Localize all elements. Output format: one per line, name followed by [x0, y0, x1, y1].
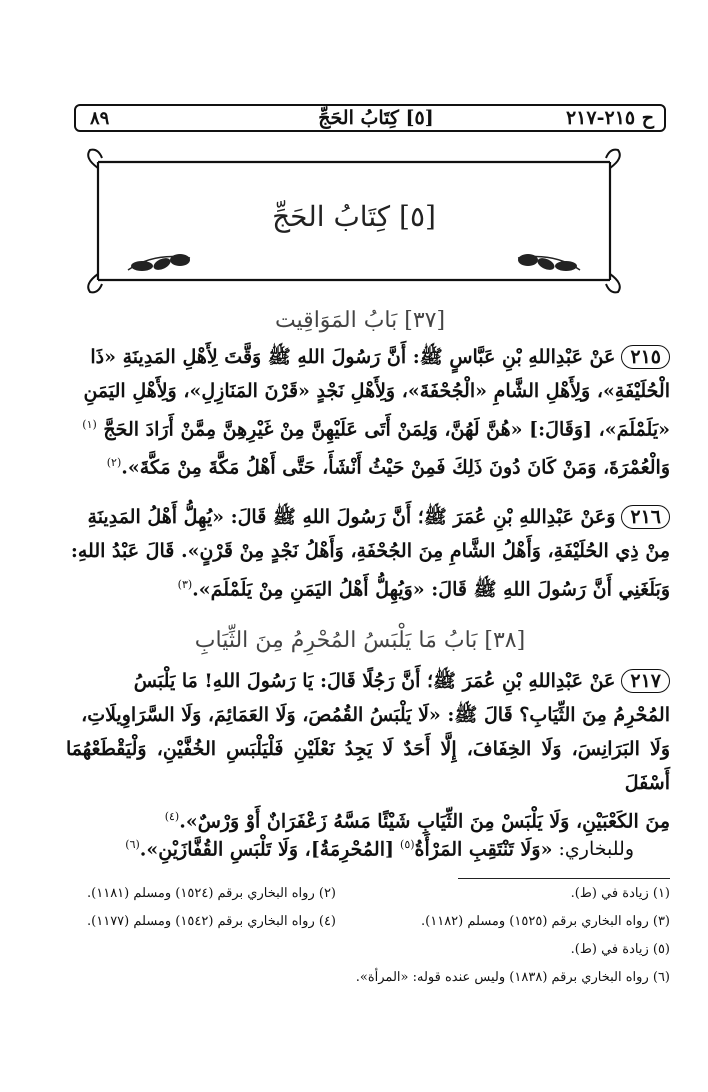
page-number: ٨٩	[90, 108, 110, 129]
hadith-line: وَالْعُمْرَةَ، وَمَنْ كَانَ دُونَ ذَلِكَ فَمِنْ حَيْثُ أَنْشَأَ، حَتَّى أَهْلُ مَكَّةَ مِنْ مَكَّةَ».$^{(٢)}$	[106, 456, 670, 479]
hadith-line: وَبَلَغَنِي أَنَّ رَسُولَ اللهِ ﷺ قَالَ: «وَيُهِلُّ أَهْلُ اليَمَنِ مِنْ يَلَمْلَمَ».$^{(٣)}$	[177, 578, 670, 601]
footnote-ref: (٢)	[106, 456, 122, 470]
hadith-line: ٢١٧عَنْ عَبْدِاللهِ بْنِ عُمَرَ ﷺ؛ أَنَّ رَجُلًا قَالَ: يَا رَسُولَ اللهِ! مَا يَلْبَسُ	[66, 664, 670, 698]
section-heading: [٣٧] بَابُ المَوَاقِيت	[274, 308, 446, 333]
footnote-ref: (٣)	[177, 578, 193, 591]
footnote-ref: (٦)	[125, 838, 140, 851]
section-heading: [٣٨] بَابُ مَا يَلْبَسُ المُحْرِمُ مِنَ الثِّيَابِ	[194, 628, 526, 653]
footnote-divider	[458, 878, 670, 879]
hadith-line: ٢١٦وَعَنْ عَبْدِاللهِ بْنِ عُمَرَ ﷺ؛ أَنَّ رَسُولَ اللهِ ﷺ قَالَ: «يُهِلُّ أَهْلُ المَدِينَةِ	[66, 500, 670, 534]
hadith-line: الْحُلَيْفَةِ»، وَلِأَهْلِ الشَّامِ «الْجُحْفَةَ»، وَلِأَهْلِ نَجْدٍ «قَرْنَ المَنَازِلِ»، وَلِأَهْلِ اليَمَنِ	[83, 380, 670, 402]
header-chapter-title: [٥] كِتَابُ الحَجِّ	[318, 107, 434, 129]
book-title: [٥] كِتَابُ الحَجِّ	[272, 200, 436, 233]
addendum-prefix: وللبخاري:	[558, 838, 634, 861]
hadith-line: «يَلَمْلَمَ»، [وَقَالَ:] «هُنَّ لَهُنَّ، وَلِمَنْ أَتَى عَلَيْهِنَّ مِنْ غَيْرِهِنَّ مِمَّنْ أَرَادَ الحَجَّ $^{(١)}$	[82, 418, 670, 441]
hadith-line: مِنْ ذِي الحُلَيْفَةِ، وَأَهْلُ الشَّامِ مِنَ الجُحْفَةِ، وَأَهْلُ نَجْدٍ مِنْ قَرْنٍ». قَالَ عَبْدُ اللهِ:	[70, 540, 670, 562]
header-hadith-range: ح ٢١٥-٢١٧	[565, 107, 654, 129]
hadith-line: المُحْرِمُ مِنَ الثِّيَابِ؟ قَالَ ﷺ: «لَا يَلْبَسُ القُمُصَ، وَلَا العَمَائِمَ، وَلَا السَّرَاوِيلَاتِ،	[81, 704, 670, 726]
hadith-number: ٢١٥	[621, 345, 670, 369]
hadith-216	[66, 500, 670, 606]
footnote-6: (٦) رواه البخاري برقم (١٨٣٨) وليس عنده قوله: «المرأة».	[355, 970, 670, 985]
hadith-number: ٢١٦	[621, 505, 670, 529]
footnote-2: (٢) رواه البخاري برقم (١٥٢٤) ومسلم (١١٨١).	[87, 886, 336, 901]
chapter-title-frame	[84, 148, 624, 294]
running-header	[74, 104, 666, 132]
footnote-4: (٤) رواه البخاري برقم (١٥٤٢) ومسلم (١١٧٧).	[87, 914, 336, 929]
footnote-5: (٥) زيادة في (ط).	[570, 942, 670, 957]
hadith-line: مِنَ الكَعْبَيْنِ، وَلَا يَلْبَسْ مِنَ الثِّيَابِ شَيْئًا مَسَّهُ زَعْفَرَانٌ أَوْ وَرْسٌ».$^{(٤)}$	[164, 810, 670, 833]
floral-ornament-right	[518, 254, 580, 272]
footnote-1: (١) زيادة في (ط).	[570, 886, 670, 901]
footnote-ref: (١)	[82, 418, 97, 431]
floral-ornament-left	[128, 254, 190, 272]
footnote-3: (٣) رواه البخاري برقم (١٥٢٥) ومسلم (١١٨٢).	[421, 914, 670, 929]
hadith-217	[66, 664, 670, 838]
footnote-ref: (٤)	[164, 810, 180, 823]
hadith-number: ٢١٧	[621, 669, 670, 693]
bukhari-addendum: وللبخاري: «وَلَا تَنْتَقِبِ المَرْأَةُ$^{(٥)}$ [المُحْرِمَةُ]، وَلَا تَلْبَسِ القُفَّازَيْنِ».$^{(٦)}$	[66, 828, 670, 866]
hadith-line: وَلَا البَرَانِسَ، وَلَا الخِفَافَ، إِلَّا أَحَدٌ لَا يَجِدُ نَعْلَيْنِ فَلْيَلْبَسِ الخُفَّيْنِ، وَلْيَقْطَعْهُمَا أَسْفَلَ	[66, 738, 670, 794]
footnote-ref: (٥)	[400, 838, 415, 851]
hadith-line: ٢١٥عَنْ عَبْدِاللهِ بْنِ عَبَّاسٍ ﷺ: أَنَّ رَسُولَ اللهِ ﷺ وَقَّتَ لِأَهْلِ المَدِينَةِ «ذَا	[66, 340, 670, 374]
hadith-215	[66, 340, 670, 485]
